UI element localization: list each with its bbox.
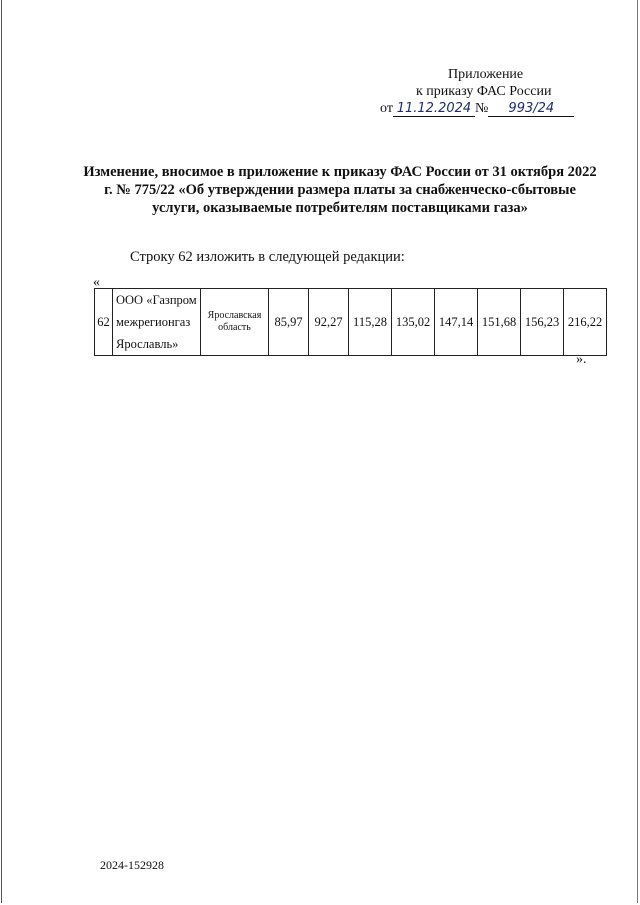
from-label: от [380,101,393,116]
value-cell: 115,28 [349,289,392,356]
quote-open: « [93,275,100,290]
page-border [1,0,638,903]
region-cell [201,289,269,356]
document-id: 2024-152928 [100,858,164,872]
intro-text: Строку 62 изложить в следующей редакции: [130,249,405,265]
org-name-line: ООО «Газпром [116,293,197,307]
value-cell: 156,23 [521,289,564,356]
table-row [95,289,607,356]
value-cell: 135,02 [392,289,435,356]
row-number-cell: 62 [95,289,113,356]
appendix-date-number [380,100,590,117]
document-title: Изменение, вносимое в приложение к приказу ФАС России от 31 октября 2022 г. № 775/22 «Об утверждении размера платы за снабженческо-сбытовые услуги, оказываемые потребителям поставщиками газа» [83,164,597,216]
org-name-line: межрегионгаз [116,315,191,329]
region-name-line: Ярославская [207,310,262,321]
appendix-label: Приложение [448,67,524,82]
value-cell: 85,97 [269,289,309,356]
amended-row-table [94,288,607,356]
value-cell: 147,14 [435,289,478,356]
value-cell: 151,68 [478,289,521,356]
handwritten-date: 11.12.2024 [393,101,475,117]
quote-close: ». [576,352,587,367]
appendix-header [380,66,590,117]
organization-cell [113,289,201,356]
handwritten-number: 993/24 [488,101,574,117]
appendix-order-ref: к приказу ФАС России [416,84,552,99]
region-name-line: область [218,322,251,333]
value-cell: 216,22 [564,289,607,356]
org-name-line: Ярославль» [116,337,179,351]
value-cell: 92,27 [309,289,349,356]
number-label: № [474,101,489,116]
